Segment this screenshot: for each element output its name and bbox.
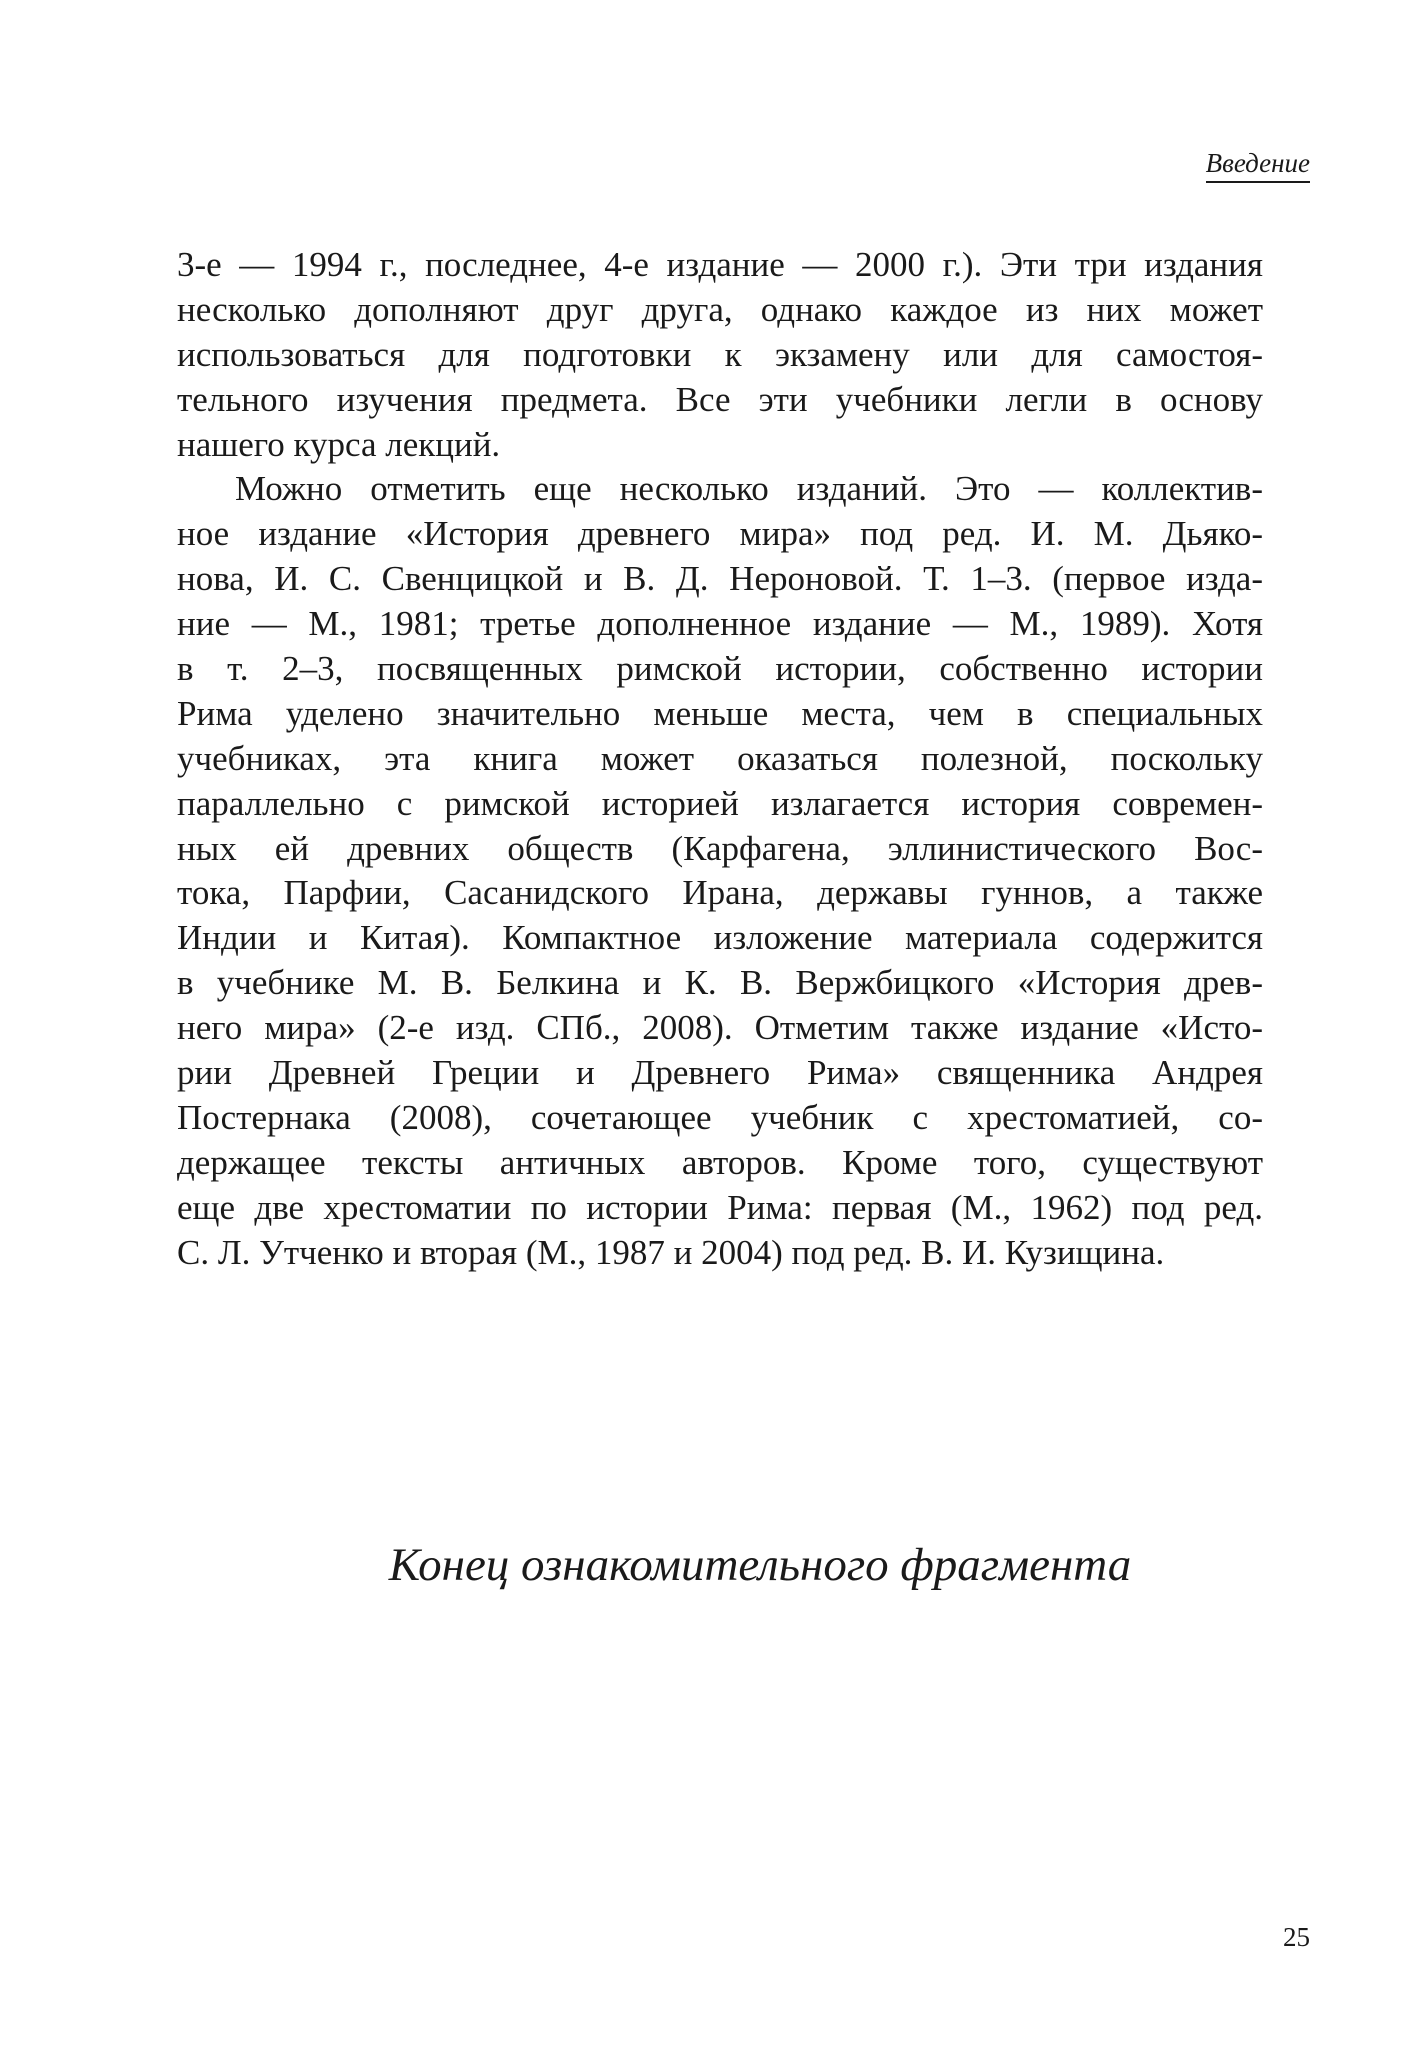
page-number: 25 [1283,1922,1310,1952]
text-line: держащее тексты античных авторов. Кроме того, существуют [177,1142,1263,1182]
text-line: ных ей древних обществ (Карфагена, эллинистического Вос- [177,828,1263,868]
text-line: несколько дополняют друг друга, однако каждое из них может [177,289,1263,329]
text-line: ние — М., 1981; третье дополненное издание — М., 1989). Хотя [177,604,1263,644]
text-line: в т. 2–3, посвященных римской истории, собственно истории [177,649,1263,689]
text-line: Рима уделено значительно меньше места, чем в специальных [177,693,1263,733]
text-line: Индии и Китая). Компактное изложение материала содержится [177,918,1263,958]
body-text [177,243,1263,1275]
text-line: 3-е — 1994 г., последнее, 4-е издание — 2000 г.). Эти три издания [177,245,1263,284]
text-line: Можно отметить еще несколько изданий. Это — коллектив- [235,469,1263,509]
text-line: тока, Парфии, Сасанидского Ирана, державы гуннов, а также [177,873,1263,913]
running-header: Введение [1206,146,1310,183]
text-line: нашего курса лекций. [177,424,501,464]
text-line: нова, И. С. Свенцицкой и В. Д. Нероновой. Т. 1–3. (первое изда- [177,559,1263,599]
text-line: в учебнике М. В. Белкина и К. В. Вержбицкого «История древ- [177,963,1263,1003]
text-line: С. Л. Утченко и вторая (М., 1987 и 2004) под ред. В. И. Кузищина. [177,1232,1165,1272]
text-line: использоваться для подготовки к экзамену или для самостоя- [177,334,1263,374]
text-line: учебниках, эта книга может оказаться полезной, поскольку [177,738,1263,778]
text-line: рии Древней Греции и Древнего Рима» священника Андрея [177,1053,1263,1093]
text-line: еще две хрестоматии по истории Рима: первая (М., 1962) под ред. [177,1187,1263,1227]
end-of-fragment-notice: Конец ознакомительного фрагмента [388,1539,1132,1591]
text-line: ное издание «История древнего мира» под ред. И. М. Дьяко- [177,514,1263,554]
text-line: него мира» (2-е изд. СПб., 2008). Отметим также издание «Исто- [177,1008,1263,1048]
text-line: тельного изучения предмета. Все эти учебники легли в основу [177,379,1263,419]
text-line: параллельно с римской историей излагается история современ- [177,783,1263,823]
text-line: Постернака (2008), сочетающее учебник с хрестоматией, со- [177,1097,1263,1137]
